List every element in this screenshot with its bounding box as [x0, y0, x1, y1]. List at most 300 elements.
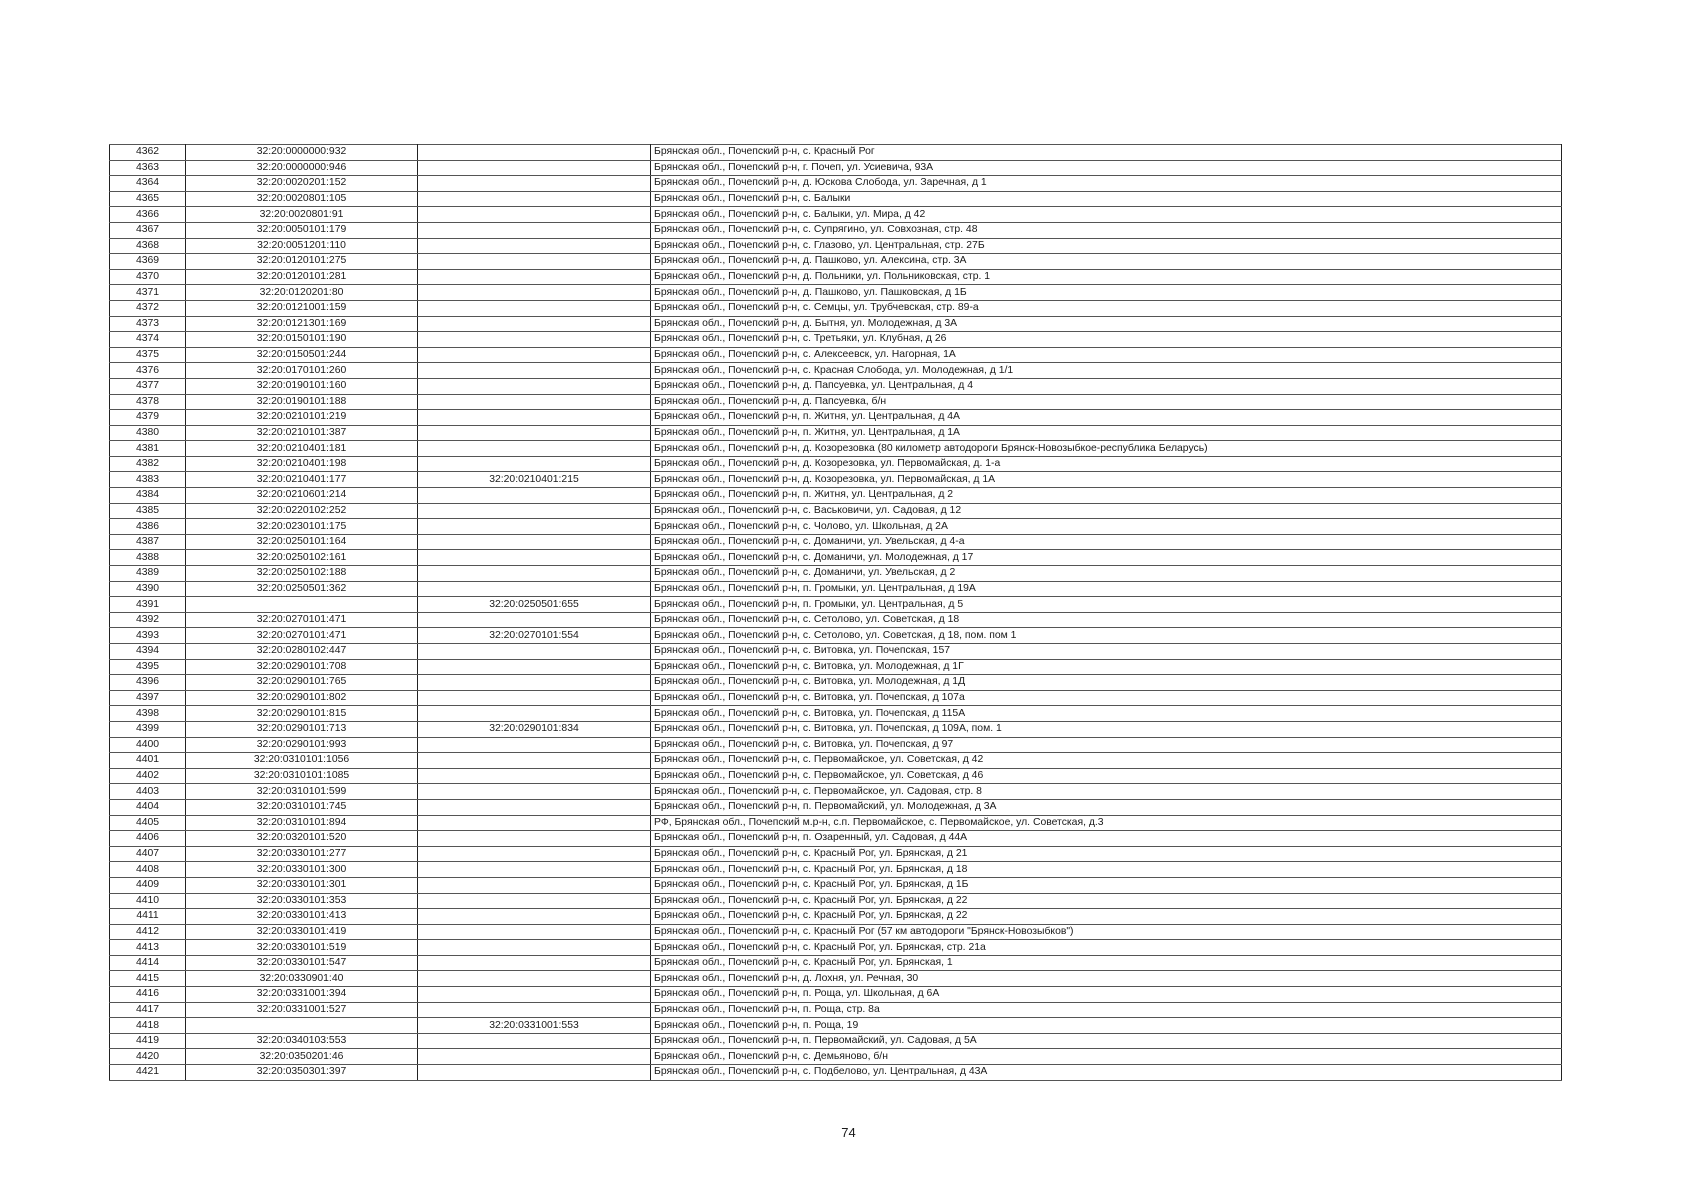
- cadastral-number-cell: 32:20:0020201:152: [186, 176, 418, 192]
- row-number-cell: 4392: [110, 612, 186, 628]
- row-number-cell: 4390: [110, 581, 186, 597]
- cadastral-number-cell: 32:20:0310101:894: [186, 815, 418, 831]
- row-number-cell: 4410: [110, 893, 186, 909]
- table-row: [110, 519, 1562, 535]
- row-number-cell: 4387: [110, 534, 186, 550]
- address-cell: Брянская обл., Почепский р-н, д. Козорезовка, ул. Первомайская, д 1А: [651, 472, 1562, 488]
- address-cell: Брянская обл., Почепский р-н, с. Витовка, ул. Почепская, д 97: [651, 737, 1562, 753]
- row-number-cell: 4368: [110, 238, 186, 254]
- row-number-cell: 4414: [110, 955, 186, 971]
- row-number-cell: 4378: [110, 394, 186, 410]
- cadastral-number-cell: 32:20:0290101:802: [186, 690, 418, 706]
- linked-cadastral-number-cell: [418, 363, 651, 379]
- row-number-cell: 4402: [110, 768, 186, 784]
- address-cell: РФ, Брянская обл., Почепский м.р-н, с.п. Первомайское, с. Первомайское, ул. Советская, д.3: [651, 815, 1562, 831]
- row-number-cell: 4400: [110, 737, 186, 753]
- address-cell: Брянская обл., Почепский р-н, с. Семцы, ул. Трубчевская, стр. 89-а: [651, 300, 1562, 316]
- table-row: [110, 815, 1562, 831]
- table-row: [110, 550, 1562, 566]
- table-row: [110, 893, 1562, 909]
- linked-cadastral-number-cell: [418, 846, 651, 862]
- address-cell: Брянская обл., Почепский р-н, с. Красный Рог, ул. Брянская, д 21: [651, 846, 1562, 862]
- cadastral-number-cell: 32:20:0330101:413: [186, 909, 418, 925]
- linked-cadastral-number-cell: 32:20:0250501:655: [418, 597, 651, 613]
- table-row: [110, 909, 1562, 925]
- linked-cadastral-number-cell: [418, 784, 651, 800]
- row-number-cell: 4377: [110, 378, 186, 394]
- table-row: [110, 425, 1562, 441]
- linked-cadastral-number-cell: [418, 1065, 651, 1081]
- cadastral-number-cell: 32:20:0050101:179: [186, 222, 418, 238]
- linked-cadastral-number-cell: [418, 644, 651, 660]
- row-number-cell: 4370: [110, 269, 186, 285]
- table-row: [110, 690, 1562, 706]
- row-number-cell: 4371: [110, 285, 186, 301]
- linked-cadastral-number-cell: [418, 160, 651, 176]
- cadastral-number-cell: 32:20:0270101:471: [186, 628, 418, 644]
- cadastral-number-cell: [186, 1018, 418, 1034]
- cadastral-number-cell: 32:20:0330101:547: [186, 955, 418, 971]
- cadastral-number-cell: 32:20:0331001:394: [186, 987, 418, 1003]
- row-number-cell: 4382: [110, 456, 186, 472]
- linked-cadastral-number-cell: [418, 534, 651, 550]
- address-cell: Брянская обл., Почепский р-н, с. Сетолово, ул. Советская, д 18, пом. пом 1: [651, 628, 1562, 644]
- linked-cadastral-number-cell: [418, 581, 651, 597]
- row-number-cell: 4397: [110, 690, 186, 706]
- address-cell: Брянская обл., Почепский р-н, с. Демьяново, б/н: [651, 1049, 1562, 1065]
- table-row: [110, 394, 1562, 410]
- registry-table-body: [110, 145, 1562, 1081]
- cadastral-number-cell: 32:20:0350201:46: [186, 1049, 418, 1065]
- cadastral-number-cell: 32:20:0310101:745: [186, 799, 418, 815]
- linked-cadastral-number-cell: [418, 877, 651, 893]
- row-number-cell: 4396: [110, 675, 186, 691]
- table-row: [110, 706, 1562, 722]
- cadastral-number-cell: 32:20:0020801:91: [186, 207, 418, 223]
- linked-cadastral-number-cell: [418, 378, 651, 394]
- cadastral-number-cell: 32:20:0210401:177: [186, 472, 418, 488]
- address-cell: Брянская обл., Почепский р-н, с. Сетолово, ул. Советская, д 18: [651, 612, 1562, 628]
- row-number-cell: 4419: [110, 1033, 186, 1049]
- table-row: [110, 675, 1562, 691]
- cadastral-number-cell: 32:20:0330901:40: [186, 971, 418, 987]
- linked-cadastral-number-cell: [418, 300, 651, 316]
- row-number-cell: 4372: [110, 300, 186, 316]
- cadastral-number-cell: 32:20:0230101:175: [186, 519, 418, 535]
- cadastral-number-cell: 32:20:0310101:1056: [186, 753, 418, 769]
- cadastral-number-cell: 32:20:0290101:713: [186, 721, 418, 737]
- row-number-cell: 4394: [110, 644, 186, 660]
- linked-cadastral-number-cell: [418, 955, 651, 971]
- table-row: [110, 659, 1562, 675]
- address-cell: Брянская обл., Почепский р-н, с. Доманичи, ул. Увельская, д 4-а: [651, 534, 1562, 550]
- linked-cadastral-number-cell: [418, 753, 651, 769]
- cadastral-number-cell: 32:20:0190101:160: [186, 378, 418, 394]
- cadastral-number-cell: 32:20:0210101:387: [186, 425, 418, 441]
- linked-cadastral-number-cell: [418, 332, 651, 348]
- linked-cadastral-number-cell: [418, 269, 651, 285]
- cadastral-number-cell: 32:20:0290101:708: [186, 659, 418, 675]
- address-cell: Брянская обл., Почепский р-н, п. Громыки, ул. Центральная, д 5: [651, 597, 1562, 613]
- address-cell: Брянская обл., Почепский р-н, д. Папсуевка, б/н: [651, 394, 1562, 410]
- address-cell: Брянская обл., Почепский р-н, п. Житня, ул. Центральная, д 4А: [651, 410, 1562, 426]
- row-number-cell: 4417: [110, 1002, 186, 1018]
- row-number-cell: 4408: [110, 862, 186, 878]
- address-cell: Брянская обл., Почепский р-н, с. Витовка, ул. Почепская, д 109А, пом. 1: [651, 721, 1562, 737]
- cadastral-number-cell: 32:20:0280102:447: [186, 644, 418, 660]
- address-cell: Брянская обл., Почепский р-н, с. Красный Рог, ул. Брянская, д 22: [651, 909, 1562, 925]
- cadastral-number-cell: 32:20:0320101:520: [186, 831, 418, 847]
- cadastral-number-cell: 32:20:0290101:815: [186, 706, 418, 722]
- linked-cadastral-number-cell: [418, 706, 651, 722]
- linked-cadastral-number-cell: [418, 940, 651, 956]
- linked-cadastral-number-cell: [418, 176, 651, 192]
- address-cell: Брянская обл., Почепский р-н, с. Витовка, ул. Молодежная, д 1Д: [651, 675, 1562, 691]
- linked-cadastral-number-cell: [418, 222, 651, 238]
- linked-cadastral-number-cell: [418, 831, 651, 847]
- cadastral-number-cell: 32:20:0210601:214: [186, 488, 418, 504]
- cadastral-number-cell: 32:20:0310101:1085: [186, 768, 418, 784]
- cadastral-number-cell: 32:20:0250501:362: [186, 581, 418, 597]
- row-number-cell: 4401: [110, 753, 186, 769]
- cadastral-number-cell: 32:20:0340103:553: [186, 1033, 418, 1049]
- registry-table: [109, 144, 1562, 1081]
- row-number-cell: 4420: [110, 1049, 186, 1065]
- table-row: [110, 721, 1562, 737]
- table-row: [110, 971, 1562, 987]
- linked-cadastral-number-cell: [418, 675, 651, 691]
- table-row: [110, 987, 1562, 1003]
- linked-cadastral-number-cell: [418, 815, 651, 831]
- row-number-cell: 4393: [110, 628, 186, 644]
- address-cell: Брянская обл., Почепский р-н, с. Глазово, ул. Центральная, стр. 27Б: [651, 238, 1562, 254]
- row-number-cell: 4383: [110, 472, 186, 488]
- linked-cadastral-number-cell: [418, 1033, 651, 1049]
- table-row: [110, 581, 1562, 597]
- linked-cadastral-number-cell: [418, 659, 651, 675]
- table-row: [110, 176, 1562, 192]
- table-row: [110, 441, 1562, 457]
- cadastral-number-cell: 32:20:0020801:105: [186, 191, 418, 207]
- table-row: [110, 862, 1562, 878]
- cadastral-number-cell: 32:20:0250102:161: [186, 550, 418, 566]
- row-number-cell: 4362: [110, 145, 186, 161]
- row-number-cell: 4367: [110, 222, 186, 238]
- linked-cadastral-number-cell: [418, 394, 651, 410]
- row-number-cell: 4416: [110, 987, 186, 1003]
- cadastral-number-cell: 32:20:0150101:190: [186, 332, 418, 348]
- address-cell: Брянская обл., Почепский р-н, с. Первомайское, ул. Советская, д 42: [651, 753, 1562, 769]
- address-cell: Брянская обл., Почепский р-н, д. Пашково, ул. Пашковская, д 1Б: [651, 285, 1562, 301]
- address-cell: Брянская обл., Почепский р-н, п. Первомайский, ул. Молодежная, д 3А: [651, 799, 1562, 815]
- row-number-cell: 4412: [110, 924, 186, 940]
- row-number-cell: 4376: [110, 363, 186, 379]
- row-number-cell: 4366: [110, 207, 186, 223]
- address-cell: Брянская обл., Почепский р-н, п. Житня, ул. Центральная, д 1А: [651, 425, 1562, 441]
- linked-cadastral-number-cell: [418, 145, 651, 161]
- table-row: [110, 612, 1562, 628]
- linked-cadastral-number-cell: [418, 566, 651, 582]
- cadastral-number-cell: 32:20:0120201:80: [186, 285, 418, 301]
- linked-cadastral-number-cell: [418, 768, 651, 784]
- table-row: [110, 269, 1562, 285]
- row-number-cell: 4385: [110, 503, 186, 519]
- address-cell: Брянская обл., Почепский р-н, с. Первомайское, ул. Садовая, стр. 8: [651, 784, 1562, 800]
- cadastral-number-cell: 32:20:0290101:765: [186, 675, 418, 691]
- cadastral-number-cell: 32:20:0220102:252: [186, 503, 418, 519]
- cadastral-number-cell: 32:20:0121301:169: [186, 316, 418, 332]
- address-cell: Брянская обл., Почепский р-н, д. Папсуевка, ул. Центральная, д 4: [651, 378, 1562, 394]
- table-row: [110, 332, 1562, 348]
- address-cell: Брянская обл., Почепский р-н, п. Роща, ул. Школьная, д 6А: [651, 987, 1562, 1003]
- address-cell: Брянская обл., Почепский р-н, п. Громыки, ул. Центральная, д 19А: [651, 581, 1562, 597]
- table-row: [110, 222, 1562, 238]
- address-cell: Брянская обл., Почепский р-н, п. Первомайский, ул. Садовая, д 5А: [651, 1033, 1562, 1049]
- linked-cadastral-number-cell: [418, 254, 651, 270]
- row-number-cell: 4388: [110, 550, 186, 566]
- row-number-cell: 4404: [110, 799, 186, 815]
- cadastral-number-cell: 32:20:0250101:164: [186, 534, 418, 550]
- row-number-cell: 4413: [110, 940, 186, 956]
- linked-cadastral-number-cell: [418, 285, 651, 301]
- cadastral-number-cell: 32:20:0250102:188: [186, 566, 418, 582]
- row-number-cell: 4415: [110, 971, 186, 987]
- table-row: [110, 456, 1562, 472]
- cadastral-number-cell: 32:20:0330101:353: [186, 893, 418, 909]
- address-cell: Брянская обл., Почепский р-н, с. Витовка, ул. Почепская, 157: [651, 644, 1562, 660]
- table-row: [110, 207, 1562, 223]
- row-number-cell: 4374: [110, 332, 186, 348]
- table-row: [110, 846, 1562, 862]
- linked-cadastral-number-cell: [418, 410, 651, 426]
- row-number-cell: 4418: [110, 1018, 186, 1034]
- cadastral-number-cell: 32:20:0120101:281: [186, 269, 418, 285]
- address-cell: Брянская обл., Почепский р-н, с. Витовка, ул. Почепская, д 107а: [651, 690, 1562, 706]
- linked-cadastral-number-cell: [418, 519, 651, 535]
- cadastral-number-cell: 32:20:0210101:219: [186, 410, 418, 426]
- table-row: [110, 799, 1562, 815]
- table-row: [110, 472, 1562, 488]
- address-cell: Брянская обл., Почепский р-н, с. Красный Рог, ул. Брянская, д 18: [651, 862, 1562, 878]
- address-cell: Брянская обл., Почепский р-н, с. Красный Рог, ул. Брянская, д 1Б: [651, 877, 1562, 893]
- table-row: [110, 410, 1562, 426]
- cadastral-number-cell: [186, 597, 418, 613]
- cadastral-number-cell: 32:20:0150501:244: [186, 347, 418, 363]
- table-row: [110, 566, 1562, 582]
- linked-cadastral-number-cell: [418, 924, 651, 940]
- address-cell: Брянская обл., Почепский р-н, д. Польники, ул. Польниковская, стр. 1: [651, 269, 1562, 285]
- address-cell: Брянская обл., Почепский р-н, с. Балыки: [651, 191, 1562, 207]
- row-number-cell: 4399: [110, 721, 186, 737]
- linked-cadastral-number-cell: [418, 425, 651, 441]
- address-cell: Брянская обл., Почепский р-н, с. Алексеевск, ул. Нагорная, 1А: [651, 347, 1562, 363]
- row-number-cell: 4389: [110, 566, 186, 582]
- row-number-cell: 4365: [110, 191, 186, 207]
- linked-cadastral-number-cell: [418, 799, 651, 815]
- row-number-cell: 4379: [110, 410, 186, 426]
- address-cell: Брянская обл., Почепский р-н, д. Пашково, ул. Алексина, стр. 3А: [651, 254, 1562, 270]
- table-row: [110, 940, 1562, 956]
- cadastral-number-cell: 32:20:0330101:301: [186, 877, 418, 893]
- address-cell: Брянская обл., Почепский р-н, с. Доманичи, ул. Увельская, д 2: [651, 566, 1562, 582]
- cadastral-number-cell: 32:20:0121001:159: [186, 300, 418, 316]
- row-number-cell: 4411: [110, 909, 186, 925]
- table-row: [110, 145, 1562, 161]
- address-cell: Брянская обл., Почепский р-н, с. Подбелово, ул. Центральная, д 43А: [651, 1065, 1562, 1081]
- row-number-cell: 4363: [110, 160, 186, 176]
- address-cell: Брянская обл., Почепский р-н, п. Роща, стр. 8а: [651, 1002, 1562, 1018]
- linked-cadastral-number-cell: 32:20:0290101:834: [418, 721, 651, 737]
- address-cell: Брянская обл., Почепский р-н, д. Козорезовка, ул. Первомайская, д. 1-а: [651, 456, 1562, 472]
- linked-cadastral-number-cell: [418, 191, 651, 207]
- page-number: 74: [841, 1125, 856, 1140]
- address-cell: Брянская обл., Почепский р-н, с. Третьяки, ул. Клубная, д 26: [651, 332, 1562, 348]
- address-cell: Брянская обл., Почепский р-н, с. Красная Слобода, ул. Молодежная, д 1/1: [651, 363, 1562, 379]
- linked-cadastral-number-cell: [418, 862, 651, 878]
- row-number-cell: 4381: [110, 441, 186, 457]
- table-row: [110, 831, 1562, 847]
- address-cell: Брянская обл., Почепский р-н, п. Роща, 19: [651, 1018, 1562, 1034]
- table-row: [110, 300, 1562, 316]
- table-row: [110, 503, 1562, 519]
- linked-cadastral-number-cell: [418, 690, 651, 706]
- linked-cadastral-number-cell: [418, 207, 651, 223]
- address-cell: Брянская обл., Почепский р-н, д. Козорезовка (80 километр автодороги Брянск-Новозыбкое-республика Беларусь): [651, 441, 1562, 457]
- row-number-cell: 4391: [110, 597, 186, 613]
- table-row: [110, 1065, 1562, 1081]
- table-row: [110, 768, 1562, 784]
- table-row: [110, 238, 1562, 254]
- table-row: [110, 1033, 1562, 1049]
- row-number-cell: 4380: [110, 425, 186, 441]
- table-row: [110, 924, 1562, 940]
- address-cell: Брянская обл., Почепский р-н, с. Доманичи, ул. Молодежная, д 17: [651, 550, 1562, 566]
- linked-cadastral-number-cell: [418, 737, 651, 753]
- row-number-cell: 4369: [110, 254, 186, 270]
- table-row: [110, 784, 1562, 800]
- linked-cadastral-number-cell: [418, 347, 651, 363]
- row-number-cell: 4364: [110, 176, 186, 192]
- address-cell: Брянская обл., Почепский р-н, с. Красный Рог, ул. Брянская, 1: [651, 955, 1562, 971]
- table-row: [110, 316, 1562, 332]
- table-row: [110, 285, 1562, 301]
- linked-cadastral-number-cell: [418, 893, 651, 909]
- address-cell: Брянская обл., Почепский р-н, г. Почеп, ул. Усиевича, 93А: [651, 160, 1562, 176]
- linked-cadastral-number-cell: [418, 971, 651, 987]
- address-cell: Брянская обл., Почепский р-н, с. Витовка, ул. Почепская, д 115А: [651, 706, 1562, 722]
- address-cell: Брянская обл., Почепский р-н, с. Красный Рог (57 км автодороги "Брянск-Новозыбков"): [651, 924, 1562, 940]
- cadastral-number-cell: 32:20:0210401:181: [186, 441, 418, 457]
- table-row: [110, 597, 1562, 613]
- linked-cadastral-number-cell: [418, 987, 651, 1003]
- cadastral-number-cell: 32:20:0210401:198: [186, 456, 418, 472]
- table-row: [110, 1018, 1562, 1034]
- cadastral-number-cell: 32:20:0120101:275: [186, 254, 418, 270]
- table-row: [110, 378, 1562, 394]
- linked-cadastral-number-cell: [418, 612, 651, 628]
- row-number-cell: 4405: [110, 815, 186, 831]
- address-cell: Брянская обл., Почепский р-н, с. Красный Рог: [651, 145, 1562, 161]
- address-cell: Брянская обл., Почепский р-н, с. Чолово, ул. Школьная, д 2А: [651, 519, 1562, 535]
- table-row: [110, 254, 1562, 270]
- linked-cadastral-number-cell: [418, 441, 651, 457]
- linked-cadastral-number-cell: [418, 909, 651, 925]
- address-cell: Брянская обл., Почепский р-н, с. Васьковичи, ул. Садовая, д 12: [651, 503, 1562, 519]
- row-number-cell: 4395: [110, 659, 186, 675]
- cadastral-number-cell: 32:20:0330101:300: [186, 862, 418, 878]
- address-cell: Брянская обл., Почепский р-н, д. Юскова Слобода, ул. Заречная, д 1: [651, 176, 1562, 192]
- row-number-cell: 4403: [110, 784, 186, 800]
- address-cell: Брянская обл., Почепский р-н, с. Красный Рог, ул. Брянская, стр. 21а: [651, 940, 1562, 956]
- address-cell: Брянская обл., Почепский р-н, д. Лохня, ул. Речная, 30: [651, 971, 1562, 987]
- row-number-cell: 4421: [110, 1065, 186, 1081]
- address-cell: Брянская обл., Почепский р-н, д. Бытня, ул. Молодежная, д 3А: [651, 316, 1562, 332]
- cadastral-number-cell: 32:20:0330101:419: [186, 924, 418, 940]
- linked-cadastral-number-cell: 32:20:0270101:554: [418, 628, 651, 644]
- row-number-cell: 4386: [110, 519, 186, 535]
- linked-cadastral-number-cell: [418, 503, 651, 519]
- row-number-cell: 4384: [110, 488, 186, 504]
- linked-cadastral-number-cell: [418, 316, 651, 332]
- table-row: [110, 488, 1562, 504]
- linked-cadastral-number-cell: [418, 238, 651, 254]
- address-cell: Брянская обл., Почепский р-н, п. Житня, ул. Центральная, д 2: [651, 488, 1562, 504]
- table-row: [110, 753, 1562, 769]
- linked-cadastral-number-cell: [418, 550, 651, 566]
- cadastral-number-cell: 32:20:0350301:397: [186, 1065, 418, 1081]
- cadastral-number-cell: 32:20:0170101:260: [186, 363, 418, 379]
- table-row: [110, 644, 1562, 660]
- cadastral-number-cell: 32:20:0000000:932: [186, 145, 418, 161]
- cadastral-number-cell: 32:20:0270101:471: [186, 612, 418, 628]
- table-row: [110, 1049, 1562, 1065]
- row-number-cell: 4375: [110, 347, 186, 363]
- address-cell: Брянская обл., Почепский р-н, с. Супрягино, ул. Совхозная, стр. 48: [651, 222, 1562, 238]
- linked-cadastral-number-cell: 32:20:0210401:215: [418, 472, 651, 488]
- cadastral-number-cell: 32:20:0000000:946: [186, 160, 418, 176]
- row-number-cell: 4373: [110, 316, 186, 332]
- address-cell: Брянская обл., Почепский р-н, п. Озаренный, ул. Садовая, д 44А: [651, 831, 1562, 847]
- table-row: [110, 955, 1562, 971]
- table-row: [110, 347, 1562, 363]
- cadastral-number-cell: 32:20:0331001:527: [186, 1002, 418, 1018]
- table-row: [110, 363, 1562, 379]
- cadastral-number-cell: 32:20:0051201:110: [186, 238, 418, 254]
- linked-cadastral-number-cell: 32:20:0331001:553: [418, 1018, 651, 1034]
- linked-cadastral-number-cell: [418, 456, 651, 472]
- cadastral-number-cell: 32:20:0330101:519: [186, 940, 418, 956]
- cadastral-number-cell: 32:20:0190101:188: [186, 394, 418, 410]
- linked-cadastral-number-cell: [418, 1049, 651, 1065]
- table-row: [110, 1002, 1562, 1018]
- address-cell: Брянская обл., Почепский р-н, с. Балыки, ул. Мира, д 42: [651, 207, 1562, 223]
- table-row: [110, 160, 1562, 176]
- table-row: [110, 534, 1562, 550]
- row-number-cell: 4407: [110, 846, 186, 862]
- table-row: [110, 737, 1562, 753]
- table-row: [110, 628, 1562, 644]
- row-number-cell: 4398: [110, 706, 186, 722]
- table-row: [110, 877, 1562, 893]
- address-cell: Брянская обл., Почепский р-н, с. Витовка, ул. Молодежная, д 1Г: [651, 659, 1562, 675]
- row-number-cell: 4406: [110, 831, 186, 847]
- row-number-cell: 4409: [110, 877, 186, 893]
- address-cell: Брянская обл., Почепский р-н, с. Первомайское, ул. Советская, д 46: [651, 768, 1562, 784]
- linked-cadastral-number-cell: [418, 488, 651, 504]
- linked-cadastral-number-cell: [418, 1002, 651, 1018]
- cadastral-number-cell: 32:20:0330101:277: [186, 846, 418, 862]
- cadastral-number-cell: 32:20:0310101:599: [186, 784, 418, 800]
